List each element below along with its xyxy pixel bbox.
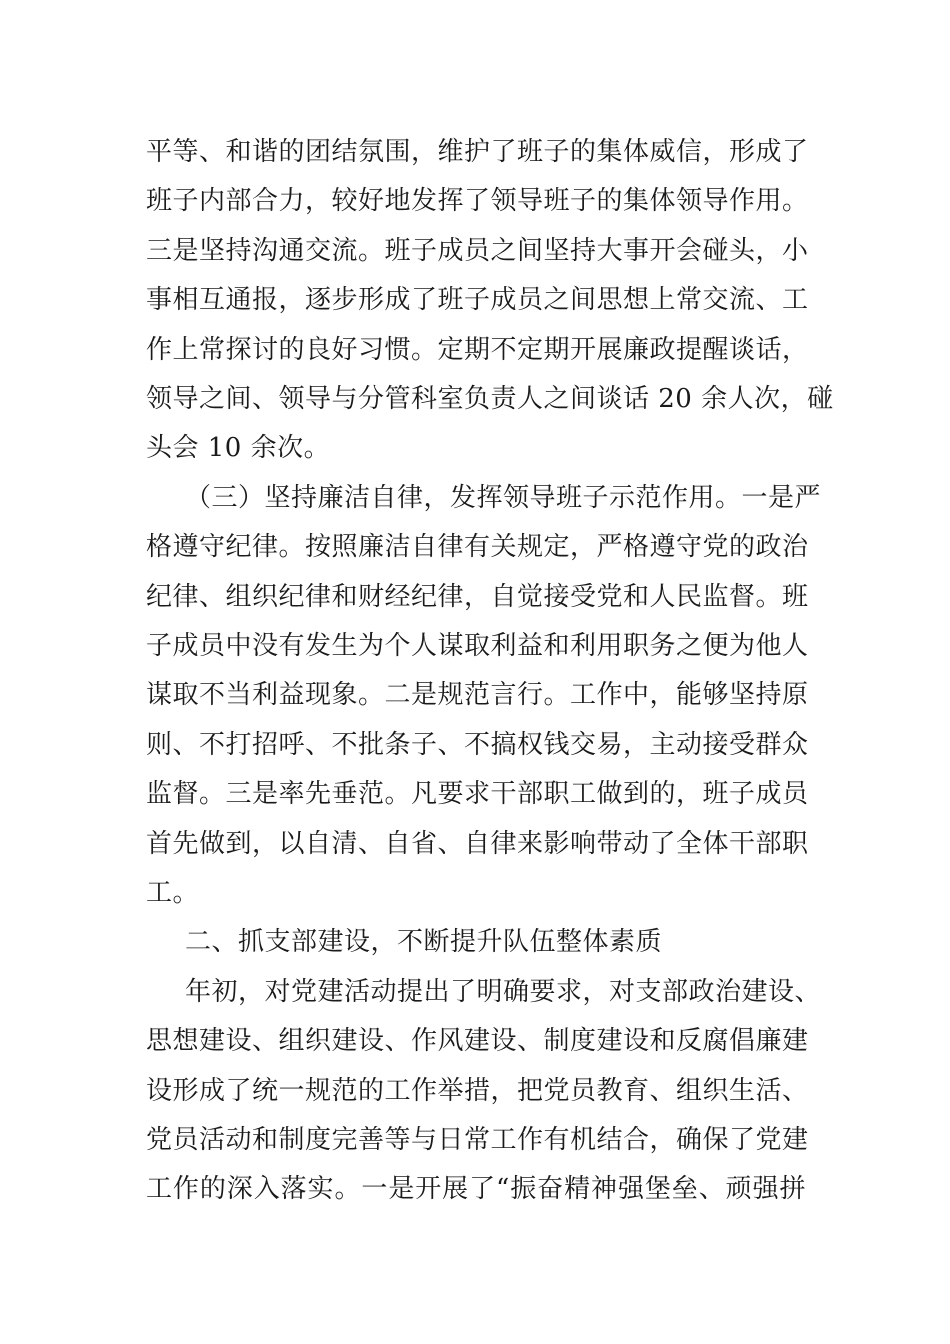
section-heading: 二、抓支部建设，不断提升队伍整体素质 — [185, 927, 663, 957]
text-line: 子成员中没有发生为个人谋取利益和利用职务之便为他人 — [146, 631, 809, 661]
text-line: 监督。三是率先垂范。凡要求干部职工做到的，班子成员 — [146, 779, 809, 809]
text-line: 设形成了统一规范的工作举措，把党员教育、组织生活、 — [146, 1076, 809, 1106]
text-line: 领导之间、领导与分管科室负责人之间谈话 20 余人次，碰 — [146, 384, 834, 414]
text-line: 工作的深入落实。一是开展了“振奋精神强堡垒、顽强拼 — [146, 1174, 806, 1204]
text-line: 年初，对党建活动提出了明确要求，对支部政治建设、 — [185, 977, 822, 1007]
text-line: 三是坚持沟通交流。班子成员之间坚持大事开会碰头，小 — [146, 236, 809, 266]
text-line: （三）坚持廉洁自律，发挥领导班子示范作用。一是严 — [185, 483, 822, 513]
text-line: 首先做到，以自清、自省、自律来影响带动了全体干部职 — [146, 829, 809, 859]
text-line: 谋取不当利益现象。二是规范言行。工作中，能够坚持原 — [146, 680, 809, 710]
text-line: 作上常探讨的良好习惯。定期不定期开展廉政提醒谈话， — [146, 335, 809, 365]
text-line: 格遵守纪律。按照廉洁自律有关规定，严格遵守党的政治 — [146, 532, 809, 562]
text-line: 平等、和谐的团结氛围，维护了班子的集体威信，形成了 — [146, 137, 809, 167]
text-line: 则、不打招呼、不批条子、不搞权钱交易，主动接受群众 — [146, 730, 809, 760]
text-line: 纪律、组织纪律和财经纪律，自觉接受党和人民监督。班 — [146, 582, 809, 612]
text-line: 班子内部合力，较好地发挥了领导班子的集体领导作用。 — [146, 186, 809, 216]
text-line: 思想建设、组织建设、作风建设、制度建设和反腐倡廉建 — [146, 1026, 809, 1056]
text-line: 工。 — [146, 878, 200, 908]
text-line: 事相互通报，逐步形成了班子成员之间思想上常交流、工 — [146, 285, 809, 315]
text-line: 头会 10 余次。 — [146, 433, 331, 463]
text-line: 党员活动和制度完善等与日常工作有机结合，确保了党建 — [146, 1125, 809, 1155]
